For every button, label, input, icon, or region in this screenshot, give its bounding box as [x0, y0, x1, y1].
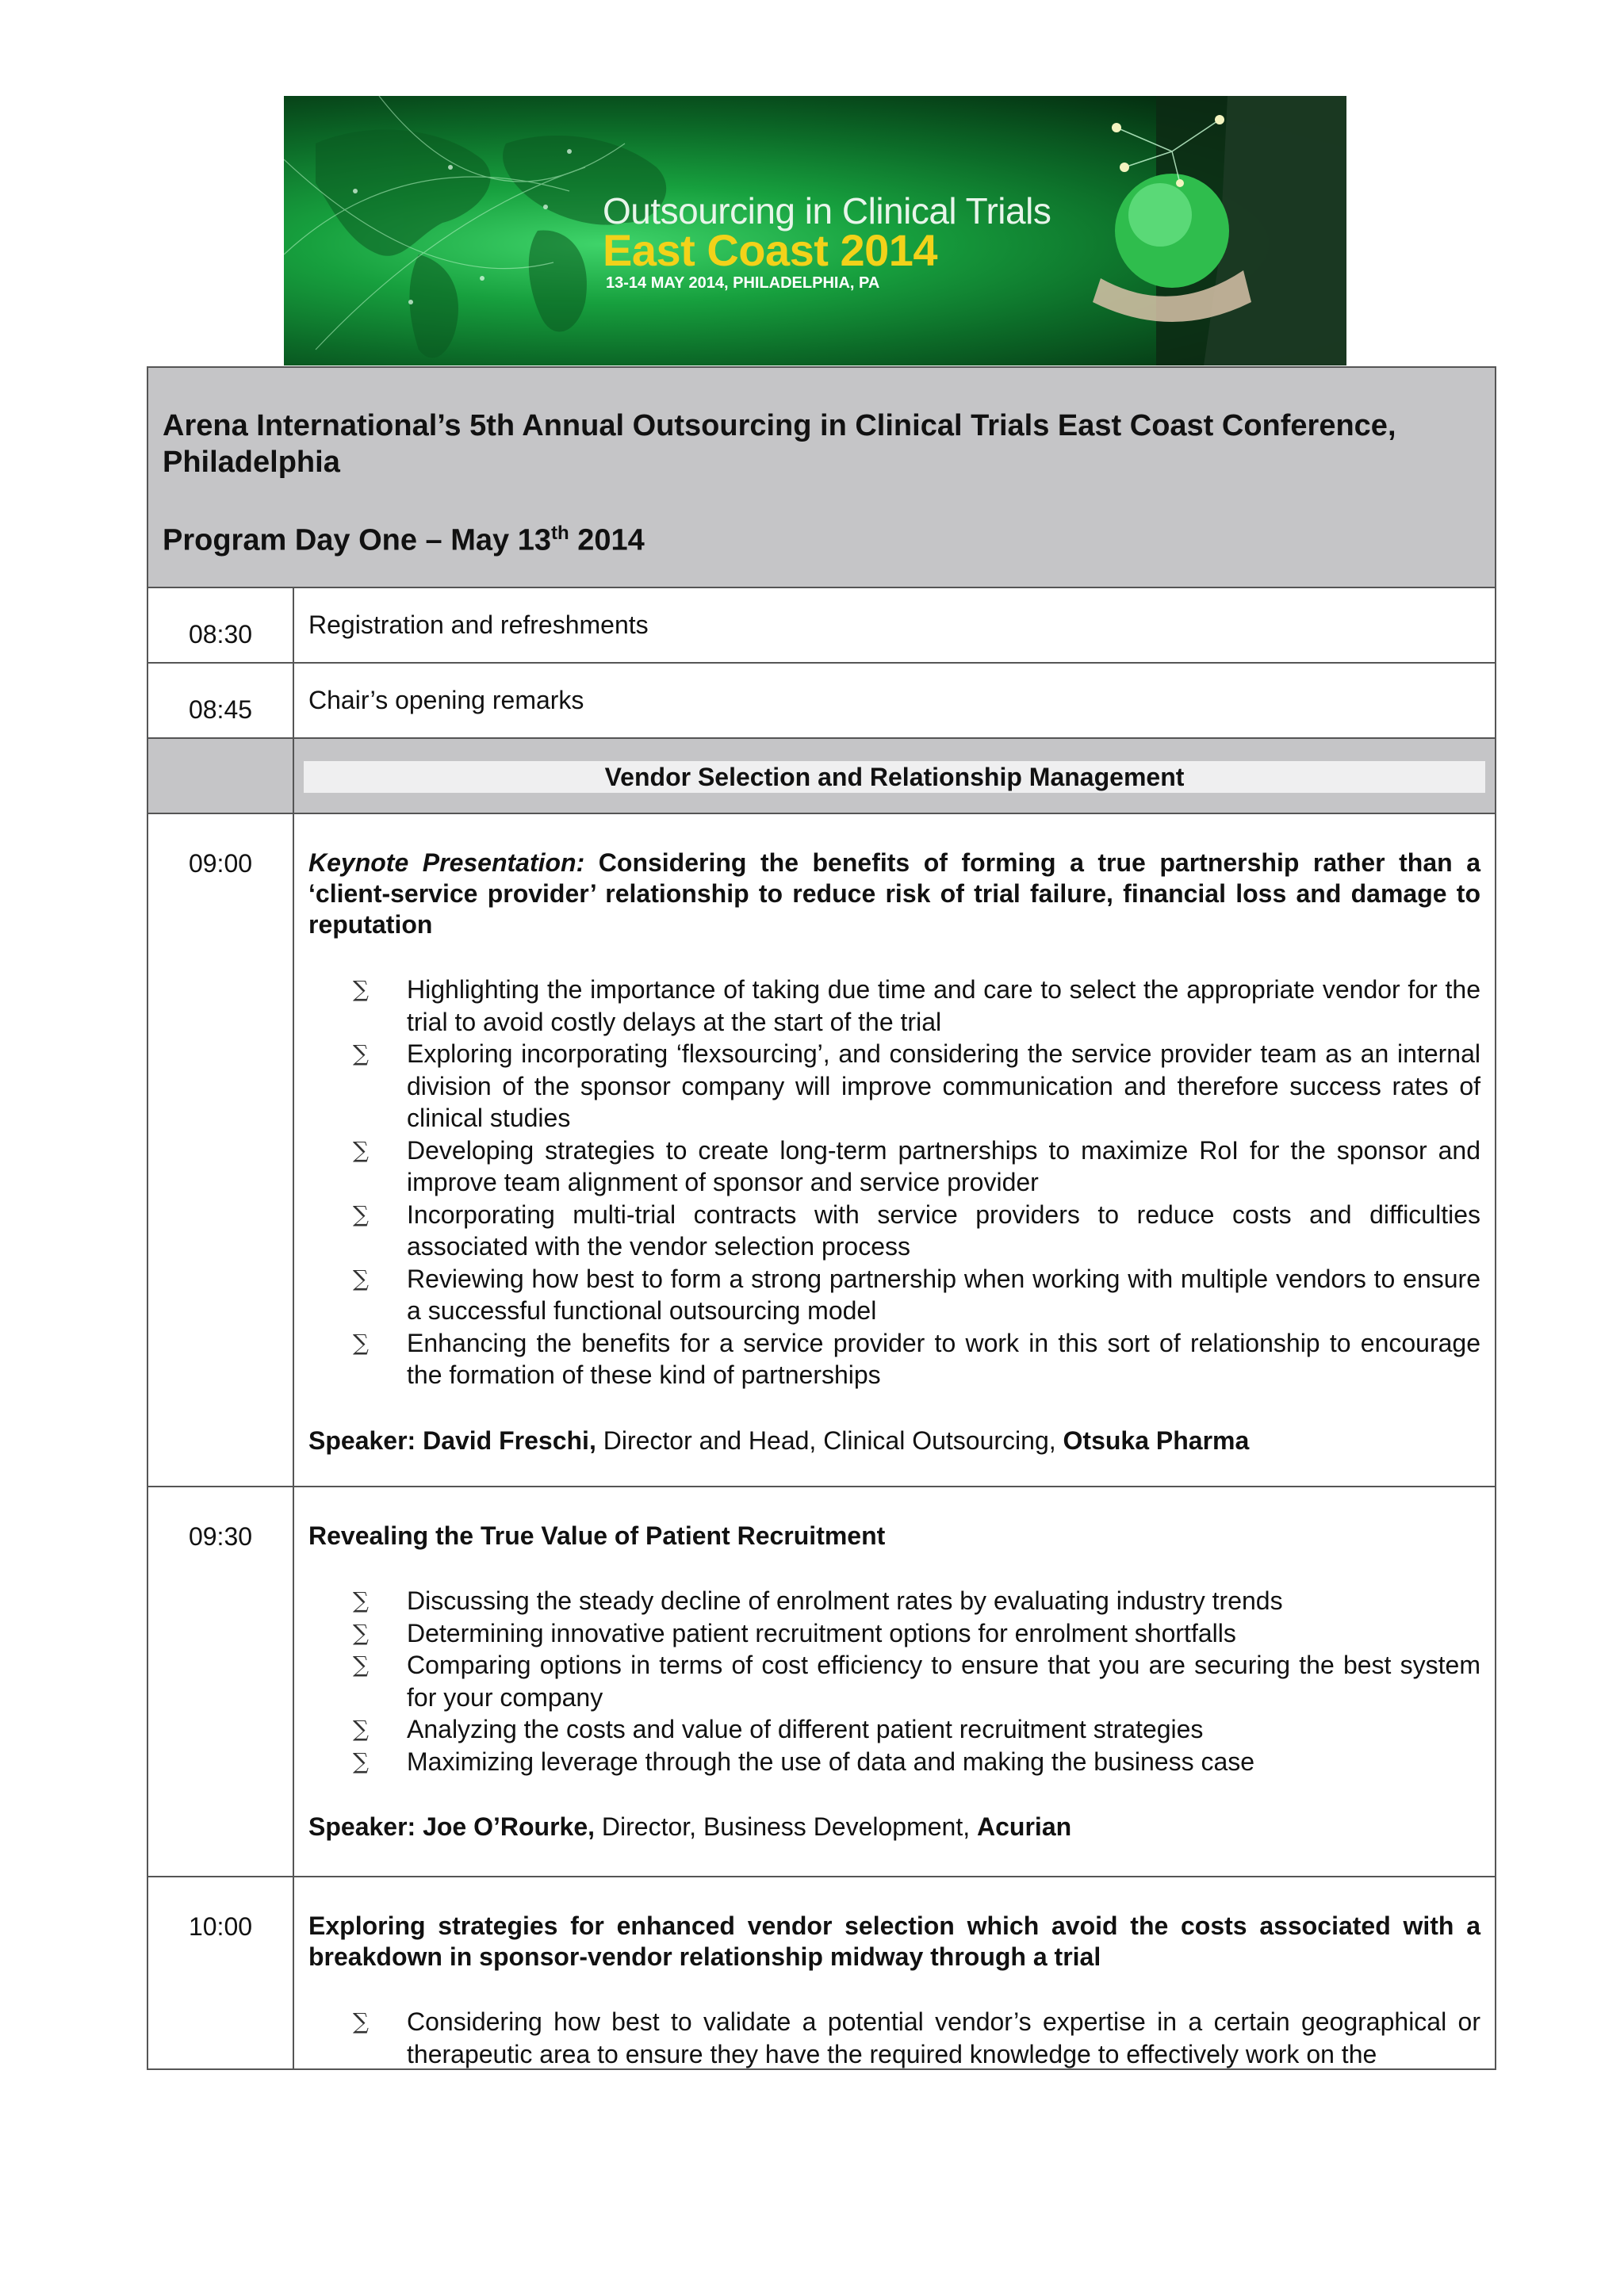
- speaker-role: Director, Business Development,: [595, 1812, 978, 1841]
- table-row: [148, 664, 1495, 739]
- list-item: ∑ Analyzing the costs and value of different patient recruitment strategies: [407, 1713, 1480, 1746]
- section-cell: [294, 739, 1495, 813]
- table-row: [148, 814, 1495, 1487]
- list-item: ∑ Developing strategies to create long-term partnerships to maximize RoI for the sponsor and improve team alignment of sponsor and service provider: [407, 1135, 1480, 1199]
- session-title: [308, 848, 1480, 940]
- section-title: Vendor Selection and Relationship Management: [304, 761, 1485, 793]
- keynote-title: Considering the benefits of forming a true partnership rather than a ‘client-service provider’ relationship to reduce risk of trial failure, financial loss and damage to reputation: [308, 848, 1481, 939]
- list-item: ∑ Incorporating multi-trial contracts with service providers to reduce costs and difficulties associated with the vendor selection process: [407, 1199, 1480, 1263]
- speaker-name: Speaker: David Freschi,: [308, 1425, 596, 1455]
- speaker-line: [308, 1811, 1480, 1843]
- conference-title: Arena International’s 5th Annual Outsourcing in Clinical Trials East Coast Conference, Philadelphia: [163, 409, 1396, 479]
- speaker-org: Otsuka Pharma: [1063, 1425, 1250, 1455]
- session-content: [294, 814, 1495, 1486]
- list-item: ∑ Discussing the steady decline of enrolment rates by evaluating industry trends: [407, 1585, 1480, 1617]
- speaker-name: Speaker: Joe O’Rourke,: [308, 1812, 596, 1841]
- list-item: ∑ Considering how best to validate a potential vendor’s expertise in a certain geographical or therapeutic area to ensure they have the required knowledge to effectively work on the: [407, 2006, 1480, 2068]
- speaker-role: Director and Head, Clinical Outsourcing,: [596, 1425, 1063, 1455]
- program-day-suffix: 2014: [569, 523, 645, 557]
- section-row: [148, 739, 1495, 814]
- session-title: Revealing the True Value of Patient Recruitment: [308, 1521, 886, 1550]
- section-time-cell: [148, 739, 294, 813]
- table-row: [148, 588, 1495, 664]
- bullet-list: [308, 1585, 1480, 1777]
- speaker-line: [308, 1425, 1480, 1456]
- program-header: [148, 368, 1495, 588]
- session-time: 09:00: [148, 814, 294, 1486]
- session-time: 08:45: [148, 664, 294, 737]
- banner-title-line2: East Coast 2014: [603, 225, 938, 275]
- speaker-org: Acurian: [977, 1812, 1072, 1841]
- table-row: [148, 1877, 1495, 2068]
- session-time: 10:00: [148, 1877, 294, 2068]
- table-row: [148, 1487, 1495, 1877]
- session-text: Chair’s opening remarks: [308, 686, 584, 714]
- session-content: [294, 1487, 1495, 1876]
- keynote-label: Keynote Presentation:: [308, 848, 585, 877]
- list-item: ∑ Comparing options in terms of cost efficiency to ensure that you are securing the best system for your company: [407, 1649, 1480, 1713]
- banner-title-line1: Outsourcing in Clinical Trials: [603, 190, 1051, 232]
- list-item: ∑ Exploring incorporating ‘flexsourcing’, and considering the service provider team as an internal division of the sponsor company will improve communication and therefore success rates of clinical studies: [407, 1038, 1480, 1135]
- session-text: Registration and refreshments: [308, 610, 649, 639]
- list-item: ∑ Reviewing how best to form a strong partnership when working with multiple vendors to ensure a successful functional outsourcing model: [407, 1263, 1480, 1327]
- program-day-sup: th: [551, 522, 569, 544]
- bullet-list: [308, 2006, 1480, 2068]
- conference-banner: [284, 96, 1346, 365]
- list-item: ∑ Maximizing leverage through the use of data and making the business case: [407, 1746, 1480, 1778]
- session-time: 09:30: [148, 1487, 294, 1876]
- session-time: 08:30: [148, 588, 294, 662]
- session-title: Exploring strategies for enhanced vendor selection which avoid the costs associated with a breakdown in sponsor-vendor relationship midway through a trial: [308, 1911, 1480, 1971]
- session-content: [294, 1877, 1495, 2068]
- program-day-prefix: Program Day One – May 13: [163, 523, 551, 557]
- banner-date-location: 13-14 MAY 2014, PHILADELPHIA, PA: [606, 274, 880, 292]
- program-table: [147, 366, 1496, 2070]
- list-item: ∑ Determining innovative patient recruitment options for enrolment shortfalls: [407, 1617, 1480, 1650]
- list-item: ∑ Highlighting the importance of taking due time and care to select the appropriate vendor for the trial to avoid costly delays at the start of the trial: [407, 974, 1480, 1038]
- bullet-list: [308, 974, 1480, 1391]
- list-item: ∑ Enhancing the benefits for a service provider to work in this sort of relationship to encourage the formation of these kind of partnerships: [407, 1327, 1480, 1391]
- program-day-title: [163, 515, 1480, 559]
